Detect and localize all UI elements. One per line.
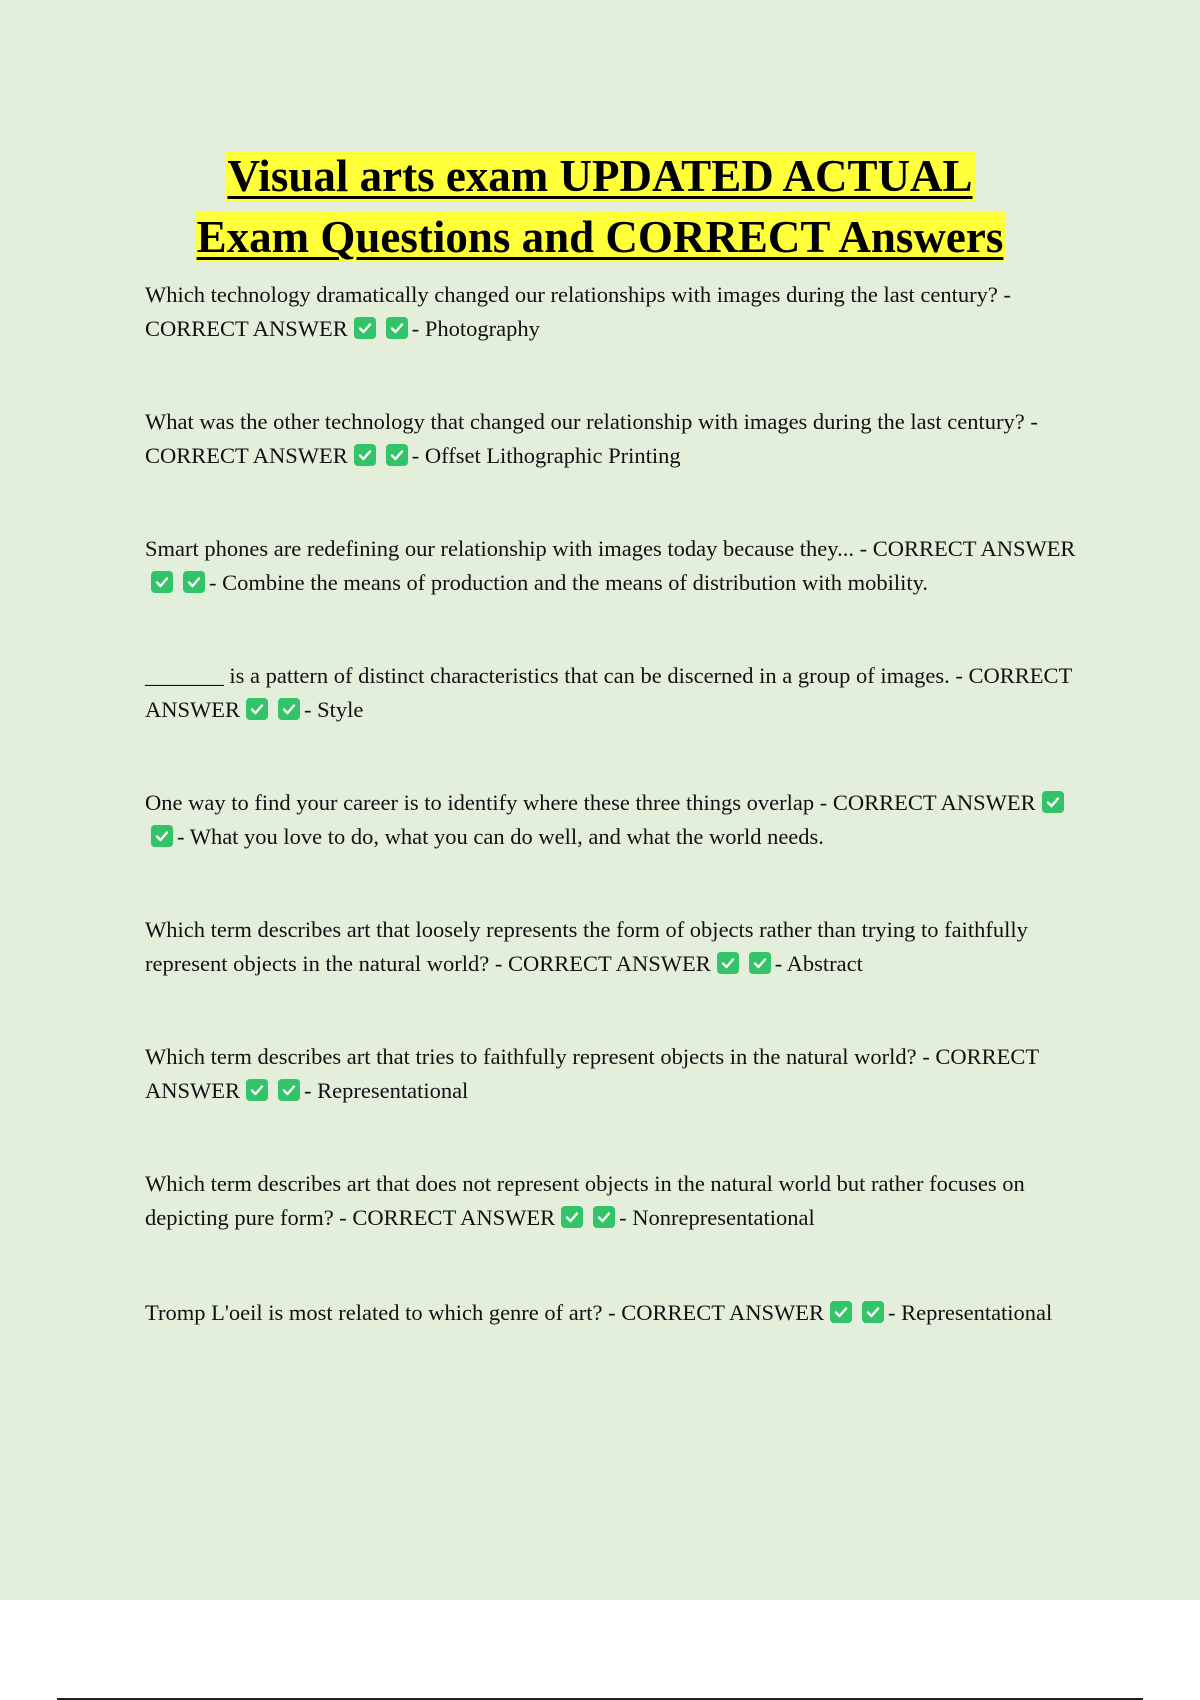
qa-item — [145, 1040, 1090, 1108]
qa-item — [145, 659, 1090, 727]
check-mark-icon — [1042, 791, 1064, 813]
check-mark-icon — [354, 317, 376, 339]
check-mark-icon — [862, 1301, 884, 1323]
qa-item — [145, 405, 1090, 473]
check-mark-icon — [354, 444, 376, 466]
document-title — [0, 146, 1200, 268]
qa-item — [145, 1167, 1090, 1235]
question-text: Which term describes art that loosely represents the form of objects rather than trying to faithfully represent objects in the natural world? - CORRECT ANSWER — [145, 917, 1028, 976]
title-line-1: Visual arts exam UPDATED ACTUAL — [227, 151, 973, 201]
qa-item — [145, 1296, 1090, 1330]
question-text: _______ is a pattern of distinct characteristics that can be discerned in a group of images. - CORRECT ANSWER — [145, 663, 1072, 722]
qa-item — [145, 532, 1090, 600]
answer-text: - Style — [304, 697, 364, 722]
answer-text: - Offset Lithographic Printing — [411, 443, 681, 468]
question-text: Which term describes art that tries to faithfully represent objects in the natural world? - CORRECT ANSWER — [145, 1044, 1039, 1103]
answer-text: - Abstract — [774, 951, 863, 976]
qa-item — [145, 278, 1090, 346]
qa-item — [145, 786, 1090, 854]
answer-text: - What you love to do, what you can do well, and what the world needs. — [177, 824, 824, 849]
question-text: Smart phones are redefining our relationship with images today because they... - CORRECT ANSWER — [145, 536, 1076, 561]
question-text: Which technology dramatically changed our relationships with images during the last century? - CORRECT ANSWER — [145, 282, 1011, 341]
check-mark-icon — [561, 1206, 583, 1228]
answer-text: - Nonrepresentational — [619, 1205, 815, 1230]
check-mark-icon — [278, 698, 300, 720]
check-mark-icon — [386, 444, 408, 466]
check-mark-icon — [278, 1079, 300, 1101]
check-mark-icon — [717, 952, 739, 974]
question-text: What was the other technology that changed our relationship with images during the last century? - CORRECT ANSWER — [145, 409, 1038, 468]
question-text: One way to find your career is to identify where these three things overlap - CORRECT ANSWER — [145, 790, 1036, 815]
answer-text: - Combine the means of production and the means of distribution with mobility. — [209, 570, 929, 595]
qa-item — [145, 913, 1090, 981]
answer-text: - Photography — [411, 316, 540, 341]
title-line-2: Exam Questions and CORRECT Answers — [196, 212, 1004, 262]
check-mark-icon — [151, 571, 173, 593]
question-text: Tromp L'oeil is most related to which genre of art? - CORRECT ANSWER — [145, 1300, 824, 1325]
check-mark-icon — [183, 571, 205, 593]
answer-text: - Representational — [887, 1300, 1053, 1325]
check-mark-icon — [151, 825, 173, 847]
answer-text: - Representational — [304, 1078, 469, 1103]
check-mark-icon — [246, 1079, 268, 1101]
check-mark-icon — [830, 1301, 852, 1323]
check-mark-icon — [246, 698, 268, 720]
check-mark-icon — [386, 317, 408, 339]
check-mark-icon — [749, 952, 771, 974]
question-text: Which term describes art that does not represent objects in the natural world but rather focuses on depicting pure form? - CORRECT ANSWER — [145, 1171, 1025, 1230]
check-mark-icon — [593, 1206, 615, 1228]
